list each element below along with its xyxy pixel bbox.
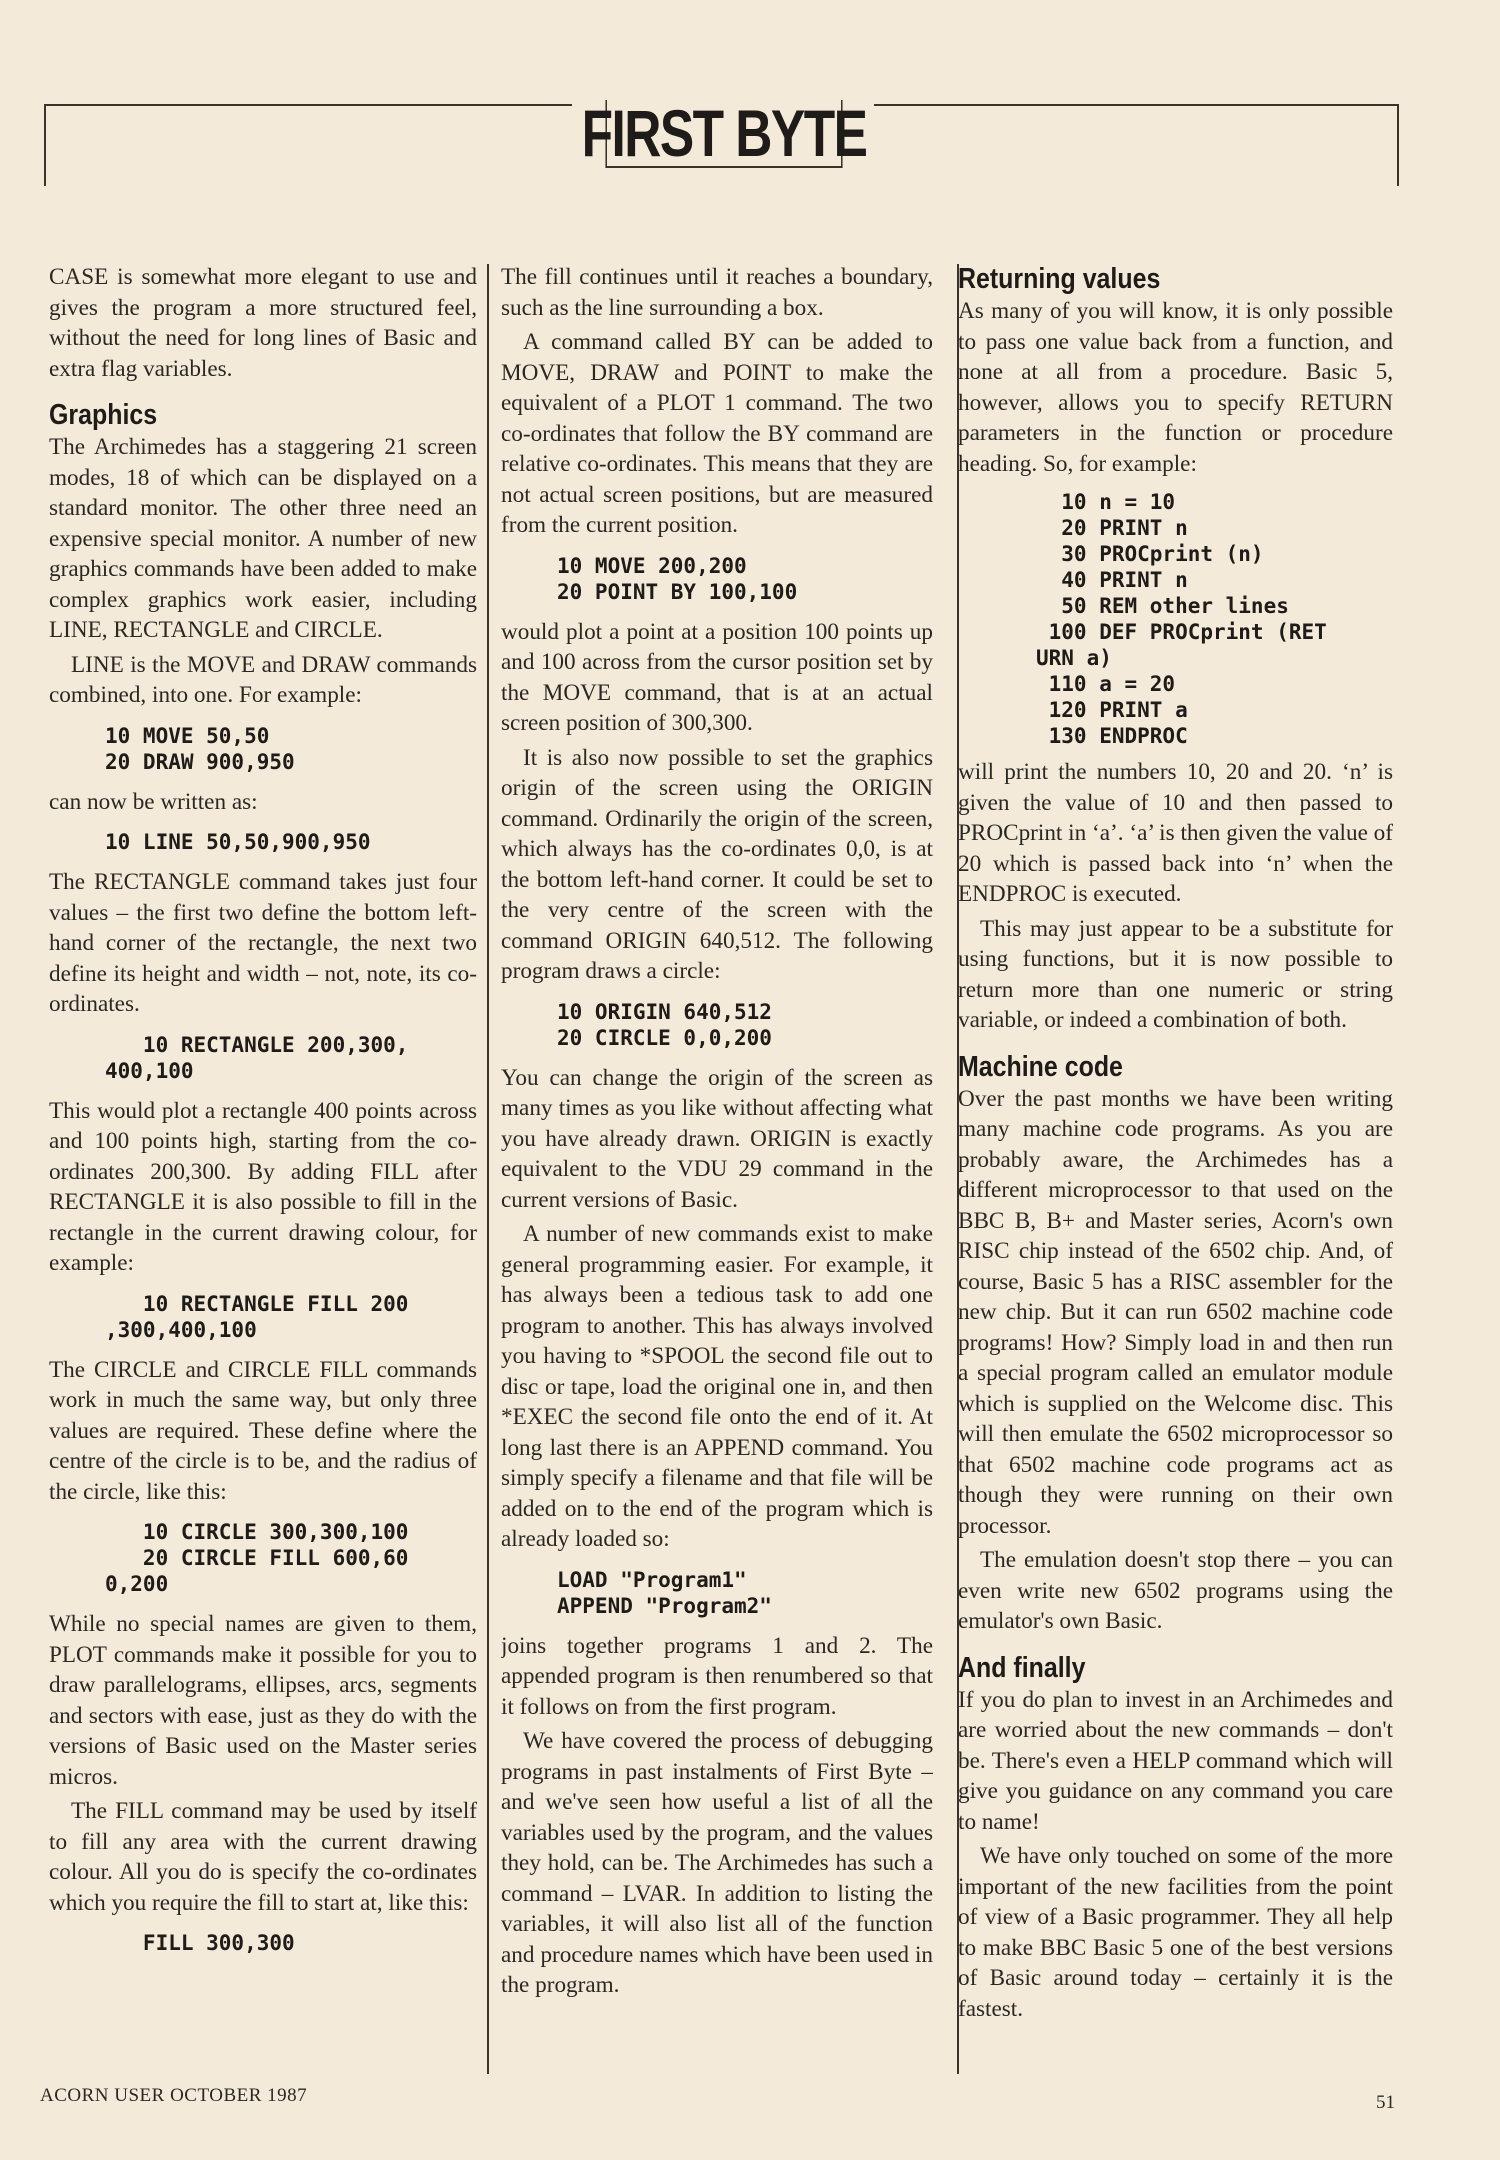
- code-line: 10 CIRCLE 300,300,100: [105, 1520, 409, 1544]
- column-2: [501, 262, 933, 2072]
- body-paragraph: LINE is the MOVE and DRAW commands combined, into one. For example:: [49, 651, 477, 708]
- code-line: LOAD "Program1": [557, 1567, 747, 1592]
- column-3: [958, 262, 1393, 2072]
- body-paragraph: joins together programs 1 and 2. The appended program is then renumbered so that it follows on from the first program.: [501, 1632, 933, 1720]
- body-paragraph: can now be written as:: [49, 788, 258, 815]
- code-line: 100 DEF PROCprint (RET: [1036, 620, 1327, 644]
- code-listing: [501, 999, 933, 1051]
- code-listing: [49, 1519, 477, 1597]
- body-paragraph: This may just appear to be a substitute for using functions, but it is now possible to return more than one numeric or string variable, or indeed a combination of both.: [958, 915, 1393, 1033]
- code-line: 20 CIRCLE 0,0,200: [557, 1025, 772, 1050]
- code-line: 50 REM other lines: [1036, 594, 1289, 618]
- code-line: APPEND "Program2": [557, 1593, 772, 1618]
- code-listing: [49, 1032, 477, 1084]
- header-rule-left-drop: [44, 104, 46, 186]
- section-heading: Graphics: [49, 399, 158, 431]
- code-listing: [49, 1930, 477, 1956]
- code-listing: [49, 723, 477, 775]
- body-paragraph: The Archimedes has a staggering 21 screen modes, 18 of which can be displayed on a standard monitor. The other three need an expensive special monitor. A number of new graphics commands have been added to make complex graphics work easier, including LINE, RECTANGLE and CIRCLE.: [49, 434, 477, 643]
- body-paragraph: The FILL command may be used by itself to fill any area with the current drawing colour. All you do is specify the co-ordinates which you require the fill to start at, like this:: [49, 1798, 477, 1916]
- code-line: 20 POINT BY 100,100: [557, 579, 798, 604]
- body-paragraph: We have only touched on some of the more important of the new facilities from the point of view of a Basic programmer. They all help to make BBC Basic 5 one of the best versions of Basic around today – certainly it is the fastest.: [958, 1843, 1393, 2022]
- header-rule-right-drop: [1397, 104, 1399, 186]
- code-line: FILL 300,300: [105, 1931, 295, 1955]
- body-paragraph: would plot a point at a position 100 points up and 100 across from the cursor position set by the MOVE command, that is at an actual screen position of 300,300.: [501, 618, 933, 736]
- code-line: 40 PRINT n: [1036, 568, 1188, 592]
- body-paragraph: As many of you will know, it is only possible to pass one value back from a function, and none at all from a procedure. Basic 5, however, allows you to specify RETURN parameters in the function or procedure heading. So, for example:: [958, 298, 1393, 477]
- body-paragraph: While no special names are given to them, PLOT commands make it possible for you to draw parallelograms, ellipses, arcs, segments and sectors with ease, just as they do with the versions of Basic used on the Master series micros.: [49, 1611, 477, 1790]
- body-paragraph: This would plot a rectangle 400 points across and 100 points high, starting from the co-ordinates 200,300. By adding FILL after RECTANGLE it is also possible to fill in the rectangle in the current drawing colour, for example:: [49, 1097, 477, 1276]
- code-line: 400,100: [105, 1058, 194, 1083]
- code-line: 10 MOVE 50,50: [105, 723, 270, 748]
- body-paragraph: CASE is somewhat more elegant to use and gives the program a more structured feel, without the need for long lines of Basic and extra flag variables.: [49, 264, 477, 382]
- body-paragraph: Over the past months we have been writing many machine code programs. As you are probably aware, the Archimedes has a different microprocessor to that used on the BBC B, B+ and Master series, Acorn's own RISC chip instead of the 6502 chip. And, of course, Basic 5 has a RISC assembler for the new chip. But it can run 6502 machine code programs! How? Simply load in and then run a special program called an emulator module which is supplied on the Welcome disc. This will then emulate the 6502 microprocessor so that 6502 machine code programs act as though they were running on their own processor.: [958, 1085, 1393, 1539]
- body-paragraph: The fill continues until it reaches a boundary, such as the line surrounding a box.: [501, 264, 933, 321]
- code-line: 110 a = 20: [1036, 672, 1176, 696]
- code-line: 20 PRINT n: [1036, 516, 1188, 540]
- body-paragraph: We have covered the process of debugging programs in past instalments of First Byte – and we've seen how useful a list of all the variables used by the program, and the values they hold, can be. The Archimedes has such a command – LVAR. In addition to listing the variables, it will also list all of the function and procedure names which have been used in the program.: [501, 1728, 933, 1998]
- code-line: 10 LINE 50,50,900,950: [105, 830, 371, 854]
- body-paragraph: You can change the origin of the screen as many times as you like without affecting what you have already drawn. ORIGIN is exactly equivalent to the VDU 29 command in the current versions of Basic.: [501, 1064, 933, 1213]
- code-line: 10 RECTANGLE FILL 200: [105, 1291, 409, 1316]
- code-listing: [49, 1291, 477, 1343]
- code-listing: [49, 829, 477, 855]
- body-paragraph: The CIRCLE and CIRCLE FILL commands work in much the same way, but only three values are required. These define where the centre of the circle is to be, and the radius of the circle, like this:: [49, 1356, 477, 1505]
- section-heading: And finally: [958, 1651, 1086, 1684]
- magazine-issue: ACORN USER OCTOBER 1987: [40, 2085, 308, 2106]
- code-line: 30 PROCprint (n): [1036, 542, 1264, 566]
- page-number: 51: [1376, 2092, 1395, 2113]
- code-line: ,300,400,100: [105, 1317, 257, 1342]
- column-divider: [487, 264, 489, 2074]
- section-heading: Returning values: [958, 263, 1161, 295]
- code-line: 10 ORIGIN 640,512: [557, 999, 772, 1024]
- code-line: 10 n = 10: [1036, 490, 1176, 514]
- body-paragraph: A command called BY can be added to MOVE, DRAW and POINT to make the equivalent of a PLOT 1 command. The two co-ordinates that follow the BY command are relative co-ordinates. This means that they are not actual screen positions, but are measured from the current position.: [501, 329, 933, 538]
- header-rule-right: [874, 104, 1398, 106]
- code-line: 20 DRAW 900,950: [105, 749, 295, 774]
- code-line: 10 RECTANGLE 200,300,: [105, 1032, 409, 1057]
- section-heading: Machine code: [958, 1050, 1123, 1083]
- body-paragraph: The RECTANGLE command takes just four values – the first two define the bottom left-hand corner of the rectangle, the next two define its height and width – not, note, its co-ordinates.: [49, 869, 477, 1017]
- section-banner: FIRST BYTE: [581, 96, 867, 170]
- body-paragraph: A number of new commands exist to make general programming easier. For example, it has always been a tedious task to add one program to another. This has always involved you having to *SPOOL the second file out to disc or tape, load the original one in, and then *EXEC the second file onto the end of it. At long last there is an APPEND command. You simply specify a filename and that file will be added on to the end of the program which is already loaded so:: [501, 1221, 933, 1552]
- code-line: 0,200: [105, 1572, 169, 1596]
- body-paragraph: The emulation doesn't stop there – you can even write new 6502 programs using the emulator's own Basic.: [958, 1547, 1393, 1634]
- code-line: 120 PRINT a: [1036, 698, 1188, 722]
- body-paragraph: It is also now possible to set the graphics origin of the screen using the ORIGIN command. Ordinarily the origin of the screen, which always has the co-ordinates 0,0, is at the bottom left-hand corner. It could be set to the very centre of the screen with the command ORIGIN 640,512. The following program draws a circle:: [501, 744, 933, 984]
- code-listing: [501, 553, 933, 605]
- code-line: 20 CIRCLE FILL 600,60: [105, 1546, 409, 1570]
- column-1: [49, 262, 477, 2072]
- code-listing: [958, 489, 1393, 749]
- body-paragraph: will print the numbers 10, 20 and 20. ‘n’ is given the value of 10 and then passed to PROCprint in ‘a’. ‘a’ is then given the value of 20 which is passed back into ‘n’ when the ENDPROC is executed.: [958, 759, 1393, 907]
- code-line: 10 MOVE 200,200: [557, 553, 747, 578]
- header-rule-left: [44, 104, 572, 106]
- code-line: URN a): [1036, 646, 1112, 670]
- code-line: 130 ENDPROC: [1036, 724, 1188, 748]
- code-listing: [501, 1567, 933, 1619]
- body-paragraph: If you do plan to invest in an Archimedes and are worried about the new commands – don't be. There's even a HELP command which will give you guidance on any command you care to name!: [958, 1686, 1393, 1835]
